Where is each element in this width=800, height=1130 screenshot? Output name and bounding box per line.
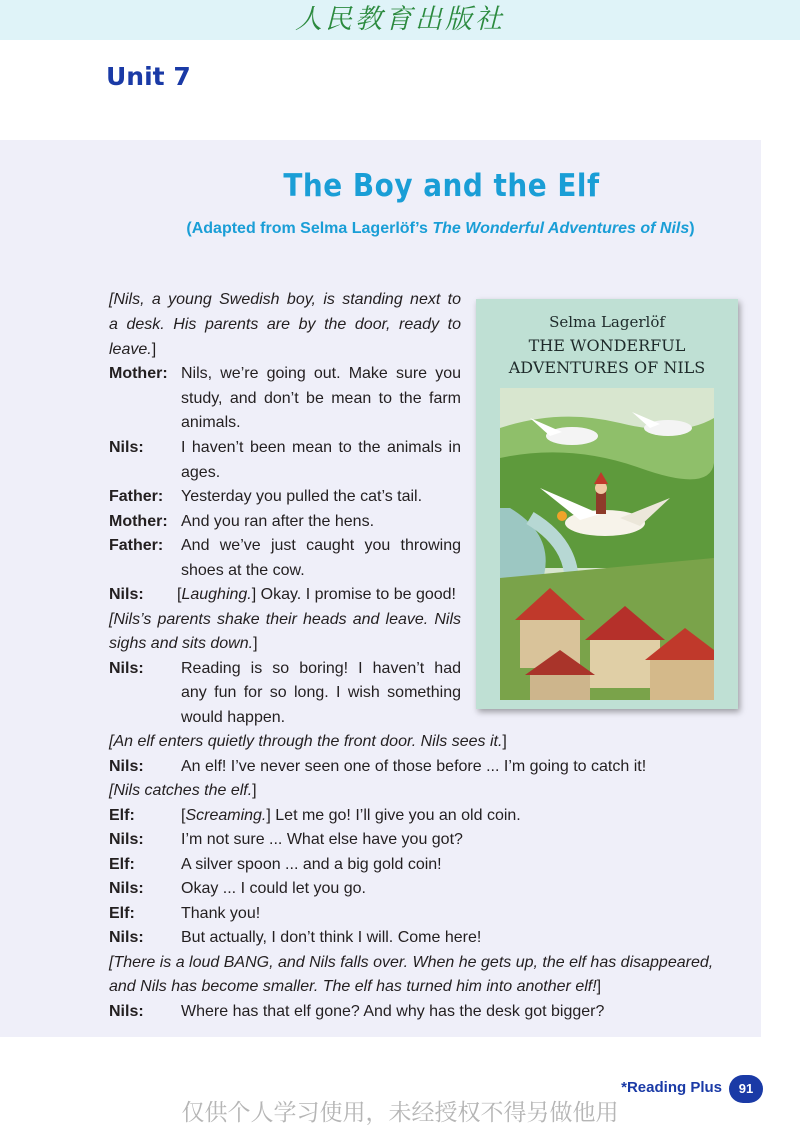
dialogue-line: Nils, we’re going out. Make sure you: [181, 365, 461, 382]
dialogue-line: And we’ve just caught you throwing: [181, 537, 461, 554]
geese-flying-illustration: [500, 388, 714, 700]
dialogue-line: I haven’t been mean to the animals in: [181, 439, 461, 456]
dialogue-line: Reading is so boring! I haven’t had: [181, 660, 461, 677]
speaker-father: Father:: [109, 488, 164, 505]
publisher-logo: 人民教育出版社: [295, 4, 505, 35]
book-cover: [476, 299, 738, 709]
speaker-nils: Nils:: [109, 929, 144, 946]
dialogue-line: [Screaming.] Let me go! I’ll give you an old coin.: [181, 807, 521, 824]
story-title: The Boy and the Elf: [283, 168, 600, 204]
speaker-elf: Elf:: [109, 807, 135, 824]
dialogue-line: [Laughing.] Okay. I promise to be good!: [177, 586, 456, 603]
book-title: THE WONDERFUL ADVENTURES OF NILS: [508, 336, 706, 377]
dialogue-line: shoes at the cow.: [181, 562, 305, 579]
speaker-elf: Elf:: [109, 856, 135, 873]
speaker-nils: Nils:: [109, 758, 144, 775]
speaker-nils: Nils:: [109, 660, 144, 677]
subtitle-suffix: ): [689, 220, 695, 237]
stage-direction-line: leave.]: [109, 341, 157, 358]
stage-direction-line: [An elf enters quietly through the front door. Nils sees it.]: [109, 733, 507, 750]
dialogue-line: I’m not sure ... What else have you got?: [181, 831, 463, 848]
subtitle-prefix: (Adapted from Selma Lagerlöf’s: [186, 220, 433, 237]
speaker-mother: Mother:: [109, 513, 168, 530]
dialogue-line: A silver spoon ... and a big gold coin!: [181, 856, 442, 873]
watermark: 仅供个人学习使用，未经授权不得另做他用: [181, 1100, 619, 1126]
dialogue-line: Okay ... I could let you go.: [181, 880, 366, 897]
dialogue-line: would happen.: [181, 709, 286, 726]
dialogue-line: Yesterday you pulled the cat’s tail.: [181, 488, 423, 505]
page-number: 91: [729, 1075, 763, 1103]
speaker-nils: Nils:: [109, 439, 144, 456]
dialogue-line: ages.: [181, 464, 221, 481]
speaker-mother: Mother:: [109, 365, 168, 382]
section-label: *Reading Plus: [621, 1079, 722, 1096]
story-subtitle: [0, 220, 800, 238]
stage-direction-line: sighs and sits down.]: [109, 635, 258, 652]
stage-direction-line: [Nils catches the elf.]: [109, 782, 257, 799]
stage-direction-line: and Nils has become smaller. The elf has turned him into another elf!]: [109, 978, 602, 995]
dialogue-line: any fun for so long. I wish something: [181, 684, 461, 701]
stage-direction-line: [There is a loud BANG, and Nils falls over. When he gets up, the elf has disappeared,: [109, 954, 714, 971]
speaker-nils: Nils:: [109, 831, 144, 848]
speaker-nils: Nils:: [109, 1003, 144, 1020]
dialogue-line: But actually, I don’t think I will. Come here!: [181, 929, 482, 946]
dialogue-line: Thank you!: [181, 905, 261, 922]
dialogue-line: study, and don’t be mean to the farm: [181, 390, 461, 407]
dialogue-line: animals.: [181, 414, 241, 431]
stage-direction-line: a desk. His parents are by the door, ready to: [109, 316, 461, 333]
stage-direction-line: [Nils, a young Swedish boy, is standing next to: [109, 291, 461, 308]
speaker-nils: Nils:: [109, 586, 144, 603]
subtitle-work: The Wonderful Adventures of Nils: [432, 220, 690, 237]
unit-heading: Unit 7: [106, 62, 191, 91]
dialogue-line: And you ran after the hens.: [181, 513, 375, 530]
book-author: Selma Lagerlöf: [549, 313, 665, 331]
stage-direction-line: [Nils’s parents shake their heads and leave. Nils: [109, 611, 461, 628]
speaker-father: Father:: [109, 537, 164, 554]
dialogue-line: An elf! I’ve never seen one of those before ... I’m going to catch it!: [181, 758, 647, 775]
speaker-nils: Nils:: [109, 880, 144, 897]
dialogue-line: Where has that elf gone? And why has the desk got bigger?: [181, 1003, 605, 1020]
speaker-elf: Elf:: [109, 905, 135, 922]
